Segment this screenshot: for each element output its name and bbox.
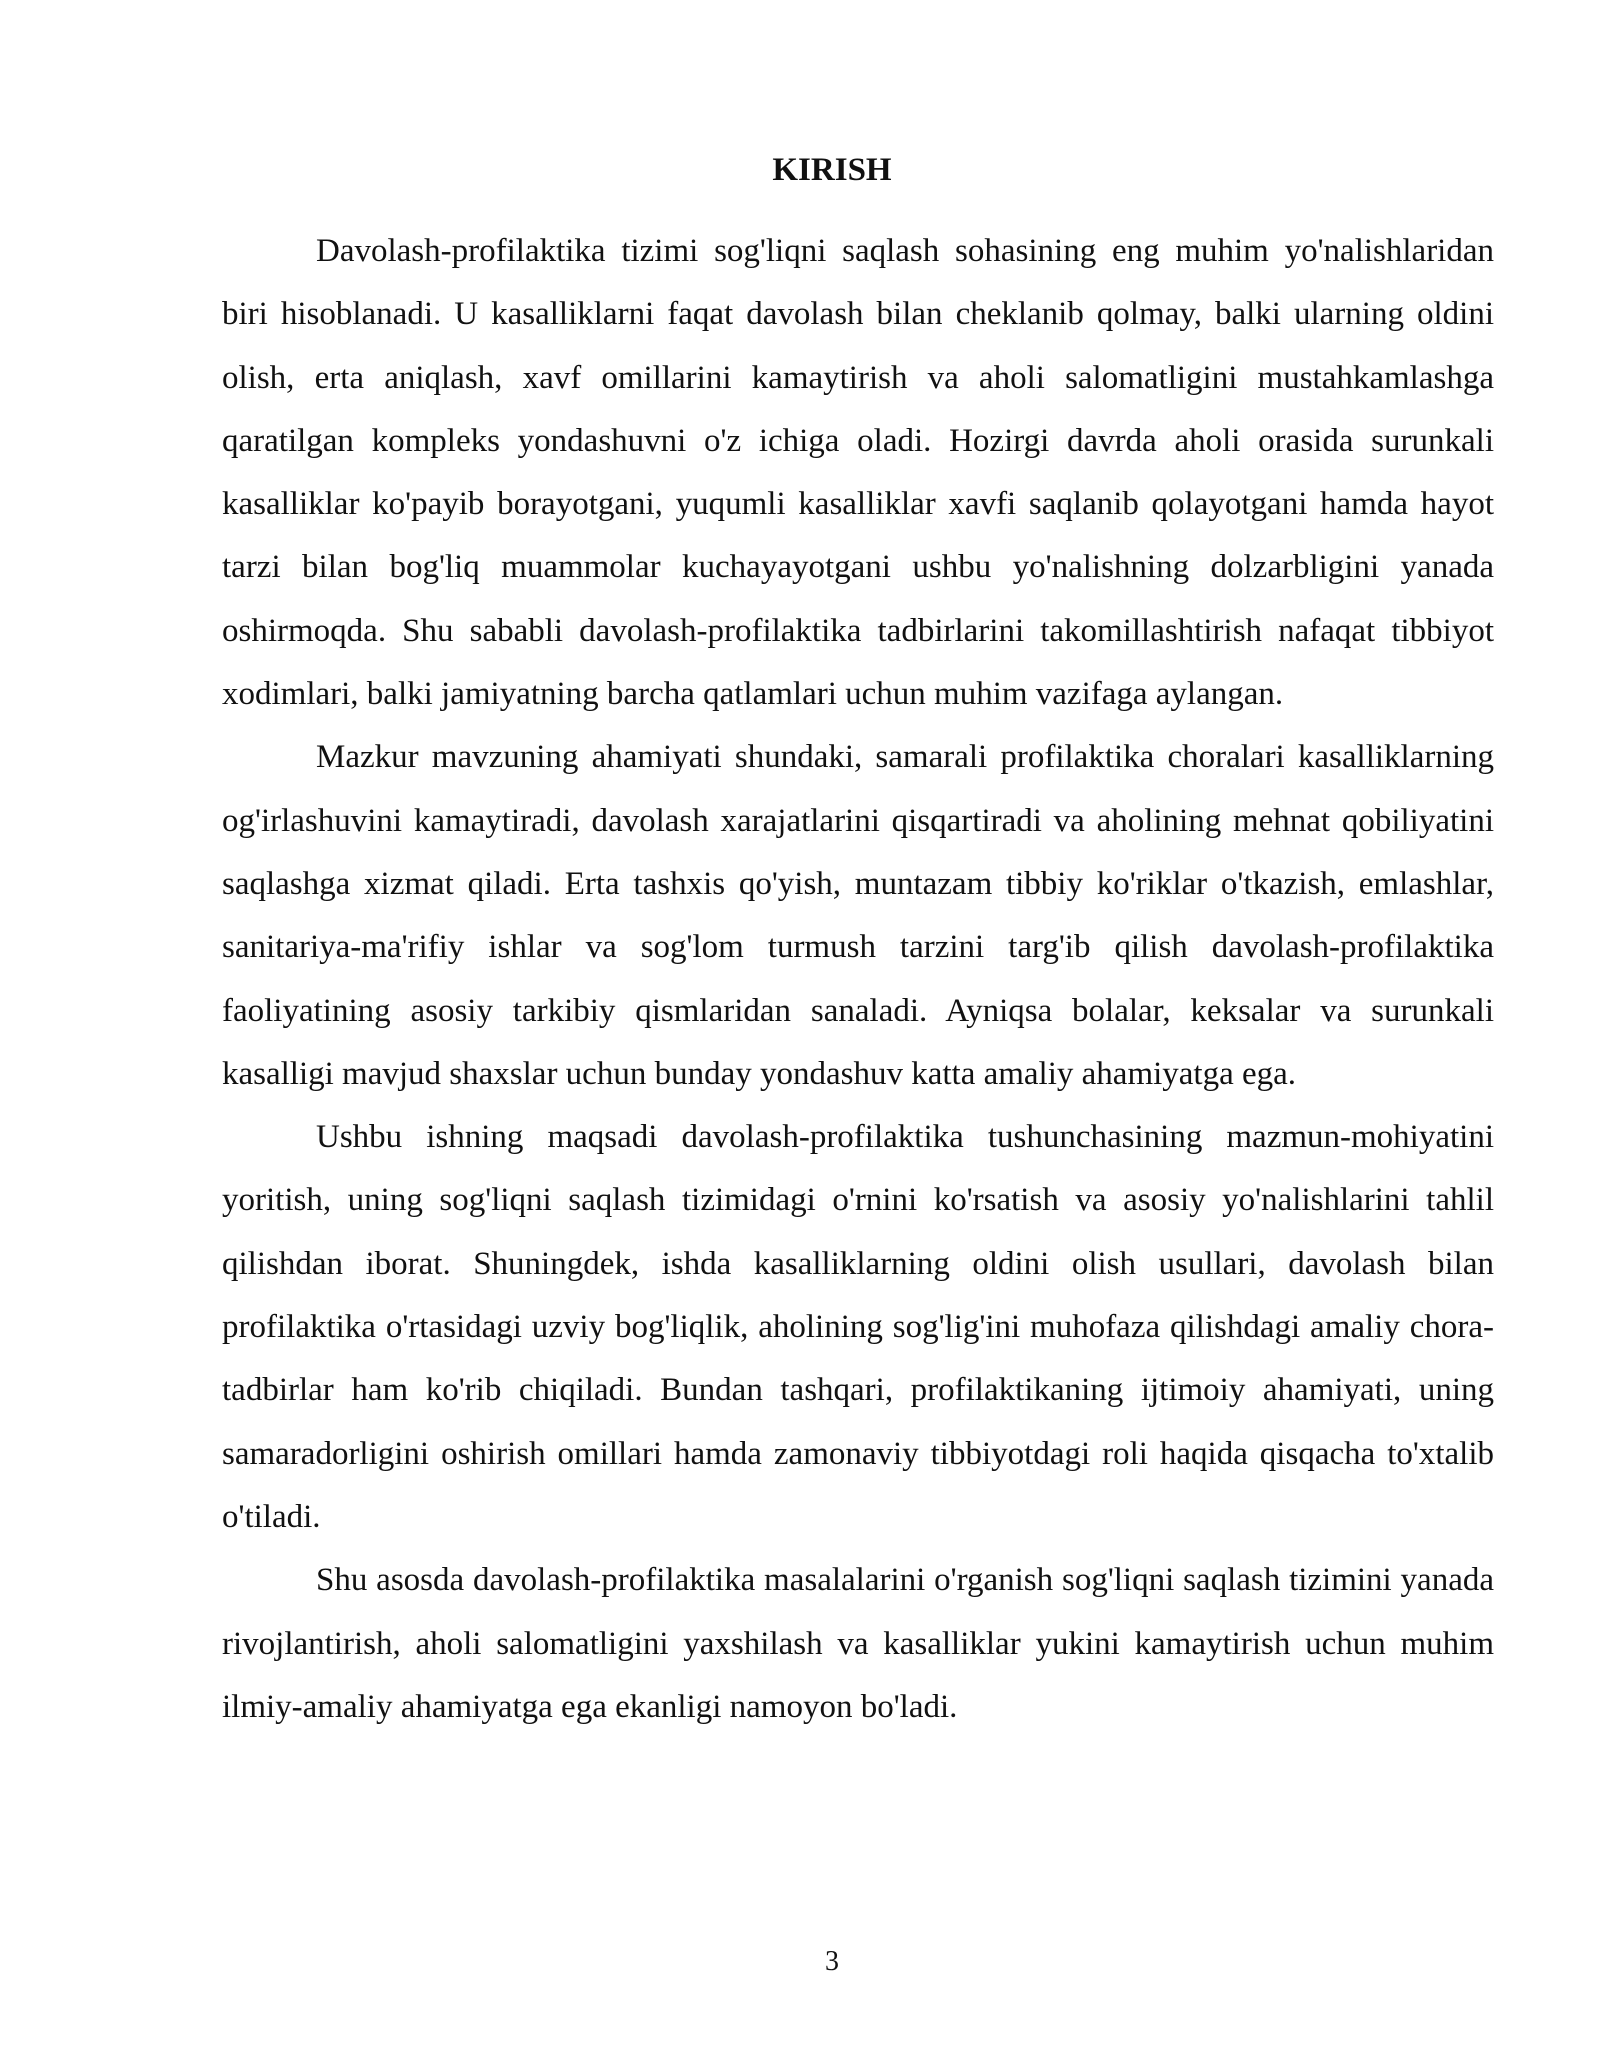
- page-title: KIRISH: [772, 152, 892, 188]
- paragraph-4: Shu asosda davolash-profilaktika masalalarini o'rganish sog'liqni saqlash tizimini yanada rivojlantirish, aholi salomatligini yaxshilash va kasalliklar yukini kamaytirish uchun muhim ilmiy-amaliy ahamiyatga ega ekanligi namoyon bo'ladi.: [222, 1562, 1494, 1725]
- page-number: 3: [825, 1946, 839, 1977]
- paragraph-2: Mazkur mavzuning ahamiyati shundaki, samarali profilaktika choralari kasalliklarning og'irlashuvini kamaytiradi, davolash xarajatlarini qisqartiradi va aholining mehnat qobiliyatini saqlashga xizmat qiladi. Erta tashxis qo'yish, muntazam tibbiy ko'riklar o'tkazish, emlashlar, sanitariya-ma'rifiy ishlar va sog'lom turmush tarzini targ'ib qilish davolash-profilaktika faoliyatining asosiy tarkibiy qismlaridan sanaladi. Ayniqsa bolalar, keksalar va surunkali kasalligi mavjud shaxslar uchun bunday yondashuv katta amaliy ahamiyatga ega.: [222, 739, 1494, 1092]
- paragraph-1: Davolash-profilaktika tizimi sog'liqni saqlash sohasining eng muhim yo'nalishlaridan biri hisoblanadi. U kasalliklarni faqat davolash bilan cheklanib qolmay, balki ularning oldini olish, erta aniqlash, xavf omillarini kamaytirish va aholi salomatligini mustahkamlashga qaratilgan kompleks yondashuvni o'z ichiga oladi. Hozirgi davrda aholi orasida surunkali kasalliklar ko'payib borayotgani, yuqumli kasalliklar xavfi saqlanib qolayotgani hamda hayot tarzi bilan bog'liq muammolar kuchayayotgani ushbu yo'nalishning dolzarbligini yanada oshirmoqda. Shu sababli davolash-profilaktika tadbirlarini takomillashtirish nafaqat tibbiyot xodimlari, balki jamiyatning barcha qatlamlari uchun muhim vazifaga aylangan.: [222, 233, 1494, 713]
- paragraph-3: Ushbu ishning maqsadi davolash-profilaktika tushunchasining mazmun-mohiyatini yoritish, uning sog'liqni saqlash tizimidagi o'rnini ko'rsatish va asosiy yo'nalishlarini tahlil qilishdan iborat. Shuningdek, ishda kasalliklarning oldini olish usullari, davolash bilan profilaktika o'rtasidagi uzviy bog'liqlik, aholining sog'lig'ini muhofaza qilishdagi amaliy chora-tadbirlar ham ko'rib chiqiladi. Bundan tashqari, profilaktikaning ijtimoiy ahamiyati, uning samaradorligini oshirish omillari hamda zamonaviy tibbiyotdagi roli haqida qisqacha to'xtalib o'tiladi.: [222, 1119, 1494, 1535]
- document-body: [222, 220, 1494, 1739]
